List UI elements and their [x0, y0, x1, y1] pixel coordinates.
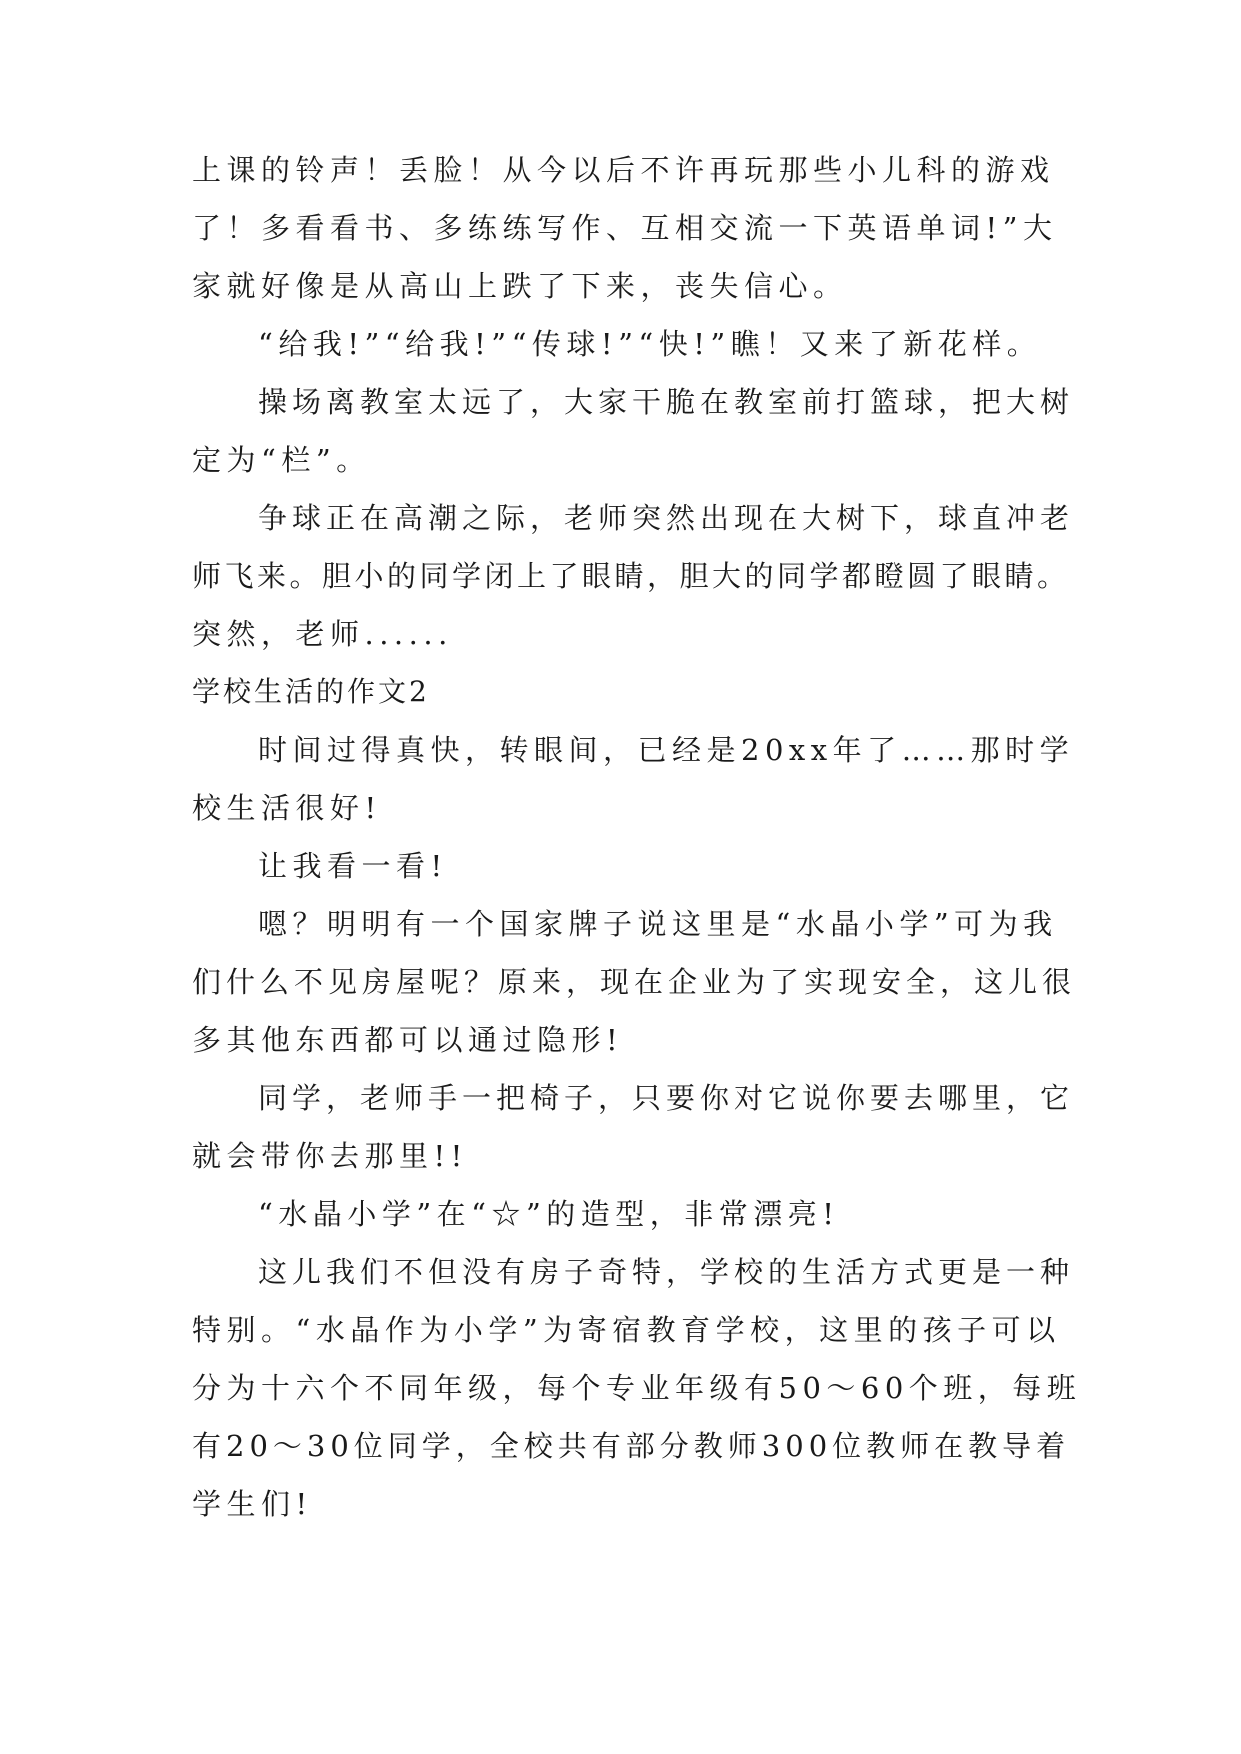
text-line: 同学，老师手一把椅子，只要你对它说你要去哪里，它 — [258, 1081, 1075, 1115]
text-line: 了！多看看书、多练练写作、互相交流一下英语单词!”大 — [192, 211, 1058, 245]
text-line: “水晶小学”在“☆”的造型，非常漂亮! — [258, 1197, 840, 1231]
section-heading: 学校生活的作文2 — [192, 675, 430, 708]
text-line: 争球正在高潮之际，老师突然出现在大树下，球直冲老 — [258, 501, 1075, 535]
text-line: 就会带你去那里!! — [192, 1139, 468, 1173]
text-line: 家就好像是从高山上跌了下来，丧失信心。 — [192, 269, 848, 303]
text-line: 上课的铃声！丢脸！从今以后不许再玩那些小儿科的游戏 — [192, 153, 1055, 187]
text-line: 让我看一看! — [258, 849, 448, 883]
text-line: 有20～30位同学，全校共有部分教师300位教师在教导着 — [192, 1429, 1071, 1463]
text-line: 分为十六个不同年级，每个专业年级有50～60个班，每班 — [192, 1371, 1082, 1405]
text-line: 时间过得真快，转眼间，已经是20xx年了……那时学 — [258, 733, 1075, 767]
text-line: 学生们! — [192, 1487, 313, 1521]
text-line: 操场离教室太远了，大家干脆在教室前打篮球，把大树 — [258, 385, 1075, 419]
text-line: 这儿我们不但没有房子奇特，学校的生活方式更是一种 — [258, 1255, 1075, 1289]
text-line: 嗯？明明有一个国家牌子说这里是“水晶小学”可为我 — [258, 907, 1058, 941]
text-line: 特别。“水晶作为小学”为寄宿教育学校，这里的孩子可以 — [192, 1313, 1061, 1347]
text-line: “给我!”“给我!”“传球!”“快!”瞧！又来了新花样。 — [258, 327, 1042, 361]
text-line: 师飞来。胆小的同学闭上了眼睛，胆大的同学都瞪圆了眼睛。 — [192, 559, 1070, 593]
text-line: 突然，老师...... — [192, 617, 453, 651]
text-line: 校生活很好! — [192, 791, 382, 825]
text-line: 多其他东西都可以通过隐形! — [192, 1023, 624, 1057]
text-line: 定为“栏”。 — [192, 443, 371, 477]
text-line: 们什么不见房屋呢？原来，现在企业为了实现安全，这儿很 — [192, 965, 1077, 999]
